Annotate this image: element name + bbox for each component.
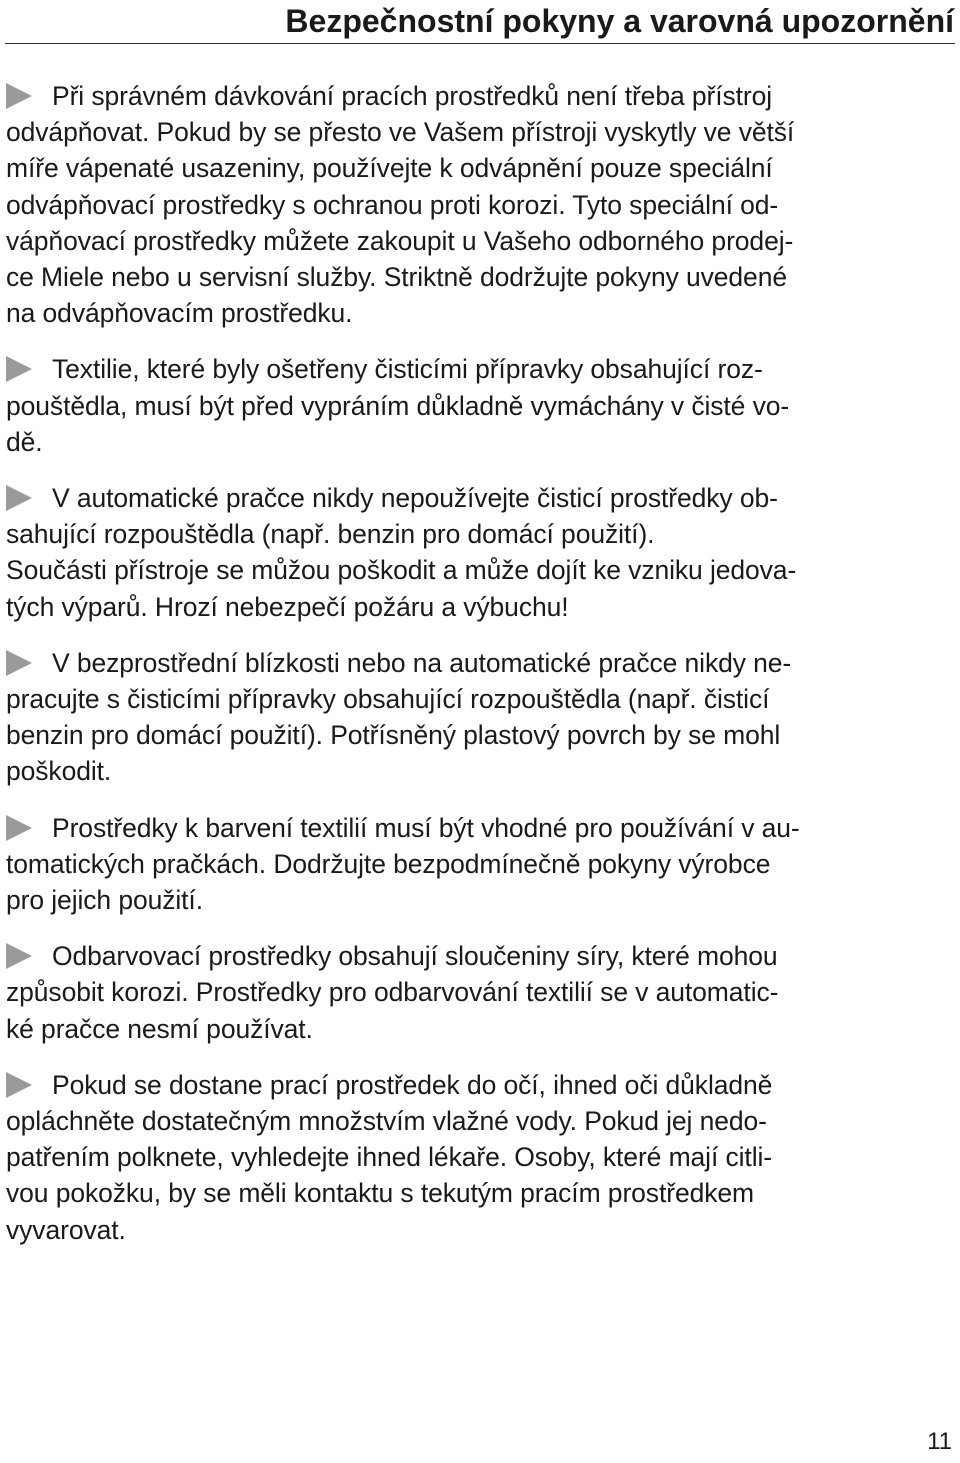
note-text-line: V bezprostřední blízkosti nebo na automatické pračce nikdy ne- <box>52 647 792 678</box>
note-text-line: ké pračce nesmí používat. <box>6 1013 313 1044</box>
page-title: Bezpečnostní pokyny a varovná upozornění <box>285 3 954 39</box>
note-text-line: Prostředky k barvení textilií musí být vhodné pro používání v au- <box>52 812 800 843</box>
note-text-line: opláchněte dostatečným množstvím vlažné vody. Pokud jej nedo- <box>6 1106 767 1137</box>
note-text-line: dě. <box>6 426 43 457</box>
note-solvent-rinse <box>6 351 954 460</box>
note-text-line: na odvápňovacím prostředku. <box>6 298 353 329</box>
note-text-line: sahující rozpouštědla (např. benzin pro domácí použití). <box>6 519 655 550</box>
note-no-solvents-in-machine <box>6 480 954 625</box>
note-text-line: benzin pro domácí použití). Potřísněný plastový povrch by se mohl <box>6 720 781 751</box>
note-text-line: Textilie, které byly ošetřeny čisticími přípravky obsahující roz- <box>52 354 763 385</box>
note-text-line: patřením polknete, vyhledejte ihned lékaře. Osoby, které mají citli- <box>6 1142 772 1173</box>
triangle-bullet-icon <box>6 815 32 841</box>
note-text-line: poškodit. <box>6 756 112 787</box>
header-rule <box>5 43 955 44</box>
note-dyes <box>6 810 954 919</box>
triangle-bullet-icon <box>6 650 32 676</box>
note-text-line: způsobit korozi. Prostředky pro odbarvování textilií se v automatic- <box>6 977 779 1008</box>
note-text-line: tomatických pračkách. Dodržujte bezpodmínečně pokyny výrobce <box>6 848 771 879</box>
note-text-line: pouštědla, musí být před vypráním důkladně vymáchány v čisté vo- <box>6 390 790 421</box>
note-no-solvents-near-machine <box>6 645 954 790</box>
note-text-line: odvápňovací prostředky s ochranou proti korozi. Tyto speciální od- <box>6 189 779 220</box>
note-text-line: odvápňovat. Pokud by se přesto ve Vašem přístroji vyskytly ve větší <box>6 117 795 148</box>
note-text-line: Odbarvovací prostředky obsahují sloučeniny síry, které mohou <box>52 941 778 972</box>
note-text-line: tých výparů. Hrozí nebezpečí požáru a výbuchu! <box>6 591 569 622</box>
note-text-line: pracujte s čisticími přípravky obsahující rozpouštědla (např. čisticí <box>6 684 770 715</box>
note-text-line: Součásti přístroje se můžou poškodit a může dojít ke vzniku jedova- <box>6 555 797 586</box>
note-text-line: vou pokožku, by se měli kontaktu s tekutým pracím prostředkem <box>6 1178 754 1209</box>
note-descaling <box>6 78 954 331</box>
note-colour-removers <box>6 938 954 1047</box>
triangle-bullet-icon <box>6 1072 32 1098</box>
triangle-bullet-icon <box>6 83 32 109</box>
triangle-bullet-icon <box>6 356 32 382</box>
triangle-bullet-icon <box>6 485 32 511</box>
note-text-line: vyvarovat. <box>6 1214 126 1245</box>
triangle-bullet-icon <box>6 943 32 969</box>
page-number: 11 <box>927 1428 952 1455</box>
safety-notes <box>6 78 954 1268</box>
page-header <box>0 0 960 46</box>
note-text-line: pro jejich použití. <box>6 885 203 916</box>
note-detergent-contact <box>6 1067 954 1248</box>
note-text-line: V automatické pračce nikdy nepoužívejte čisticí prostředky ob- <box>52 483 778 514</box>
note-text-line: Při správném dávkování pracích prostředků není třeba přístroj <box>52 81 773 111</box>
note-text-line: míře vápenaté usazeniny, používejte k odvápnění pouze speciální <box>6 153 773 184</box>
note-text-line: ce Miele nebo u servisní služby. Striktně dodržujte pokyny uvedené <box>6 262 787 293</box>
note-text-line: vápňovací prostředky můžete zakoupit u Vašeho odborného prodej- <box>6 225 794 256</box>
note-text-line: Pokud se dostane prací prostředek do očí, ihned oči důkladně <box>52 1069 773 1100</box>
